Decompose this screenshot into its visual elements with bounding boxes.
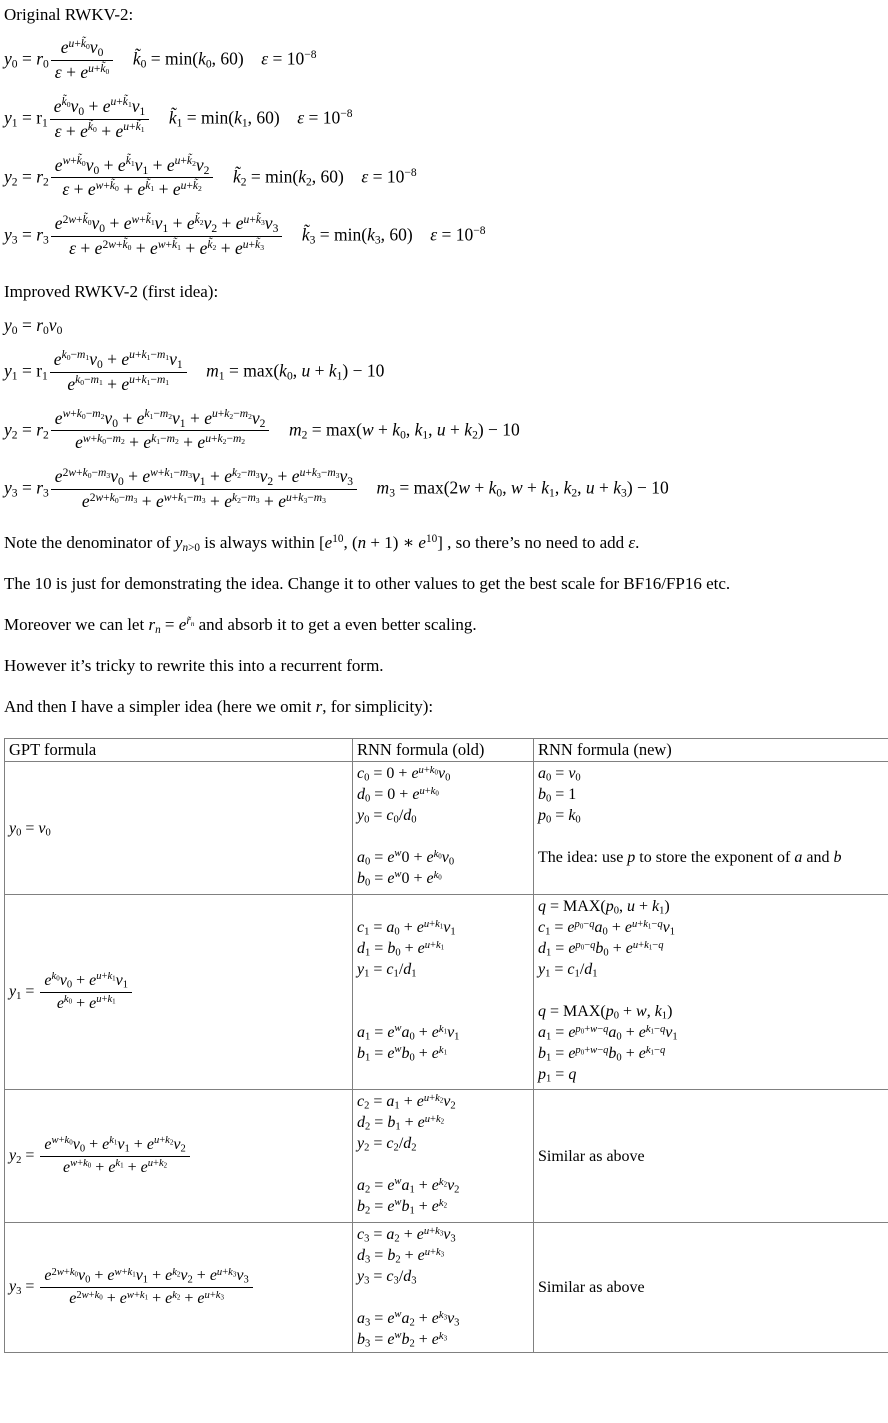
formula-line: $d_3 = b_2 + e^{u+k_3}$ <box>357 1246 445 1267</box>
equation-line: $y_3 = r_3$ $\frac{e^{2w+k̃_0}v_0 + e^{w+k̃_1}v_1 + e^{k̃_2}v_2 + e^{u+k̃_3}v_3}{\varepsilon + e^{2w+k̃_0} + e^{w+k̃_1} + e^{k̃_2} + e^{u+k̃_3}}$ $k̃_3 = \min(k_3$, 60) $\varepsilon = 10^{-8}$ <box>4 213 486 259</box>
equation-line: $y_1 = r_1$ $\frac{e^{k_0-m_1}v_0 + e^{u+k_1-m_1}v_1}{e^{k_0-m_1} + e^{u+k_1-m_1}}$ $m_1 = \max(k_0$, $u + k_1) - 10$ <box>4 348 385 394</box>
formula-line: $c_1 = e^{p_0-q}a_0 + e^{u+k_1-q}v_1$ <box>538 918 675 939</box>
formula-line: $y_3$ = $\frac{e^{2w+k_0}v_0 + e^{w+k_1}v_1 + e^{k_2}v_2 + e^{u+k_3}v_3}{e^{2w+k_0} + e^{w+k_1} + e^{k_2} + e^{u+k_3}}$ <box>9 1266 348 1309</box>
cell-rnn-formula-old <box>353 895 534 1090</box>
formula-line: $y_1$ = $\frac{e^{k_0}v_0 + e^{u+k_1}v_1}{e^{k_0} + e^{u+k_1}}$ <box>9 971 348 1014</box>
cell-gpt-formula <box>5 1090 353 1223</box>
formula-line: $y_1 = c_1/d_1$ <box>357 961 417 981</box>
equation-line: $y_1 = r_1$ $\frac{e^{k̃_0}v_0 + e^{u+k̃_1}v_1}{\varepsilon + e^{k̃_0} + e^{u+k̃_1}}$ $k̃_1 = \min(k_1$, 60) $\varepsilon = 10^{-8}$ <box>4 95 353 141</box>
formula-line: $y_3 = c_3/d_3$ <box>357 1268 417 1288</box>
formula-line: Similar as above <box>538 1147 645 1165</box>
fraction: $\frac{e^{k̃_0}v_0 + e^{u+k̃_1}v_1}{\varepsilon + e^{k̃_0} + e^{u+k̃_1}}$ <box>48 96 152 143</box>
formula-line: $c_1 = a_0 + e^{u+k_1}v_1$ <box>357 918 456 939</box>
cell-rnn-formula-new <box>534 762 888 895</box>
formula-line: $y_2 = c_2/d_2$ <box>357 1135 417 1155</box>
notes-block <box>4 532 886 718</box>
formula-line <box>357 826 529 847</box>
cell-gpt-formula <box>5 1223 353 1353</box>
equation-line: $y_0 = r_0v_0$ <box>4 315 63 337</box>
formula-line: $y_0 = v_0$ <box>9 819 51 839</box>
formula-line: $a_1 = e^{p_0+w-q}a_0 + e^{k_1-q}v_1$ <box>538 1023 678 1044</box>
formula-line: $a_0 = v_0$ <box>538 765 581 785</box>
table-row <box>5 1223 888 1353</box>
column-header-rnn-formula-new: RNN formula (new) <box>534 739 888 762</box>
formula-line <box>357 1154 529 1175</box>
formula-line: $a_3 = e^wa_2 + e^{k_3}v_3$ <box>357 1309 460 1330</box>
cell-rnn-formula-old <box>353 1223 534 1353</box>
equation-list-improved <box>4 314 886 513</box>
formula-line: $p_0 = k_0$ <box>538 807 581 827</box>
equation-list-original <box>4 37 886 260</box>
formula-line: $d_1 = b_0 + e^{u+k_1}$ <box>357 939 445 960</box>
fraction: $\frac{e^{k_0-m_1}v_0 + e^{u+k_1-m_1}v_1}{e^{k_0-m_1} + e^{u+k_1-m_1}}$ <box>48 349 189 396</box>
formula-line: $b_3 = e^wb_2 + e^{k_3}$ <box>357 1330 448 1351</box>
equation-line: $y_2 = r_2$ $\frac{e^{w+k_0-m_2}v_0 + e^{k_1-m_2}v_1 + e^{u+k_2-m_2}v_2}{e^{w+k_0-m_2} + e^{k_1-m_2} + e^{u+k_2-m_2}}$ $m_2 = \max(w + k_0$, $k_1$, $u + k_2) - 10$ <box>4 407 520 453</box>
formula-line: $y_2$ = $\frac{e^{w+k_0}v_0 + e^{k_1}v_1 + e^{u+k_2}v_2}{e^{w+k_0} + e^{k_1} + e^{u+k_2}}$ <box>9 1135 348 1178</box>
formula-line <box>357 1001 529 1022</box>
formula-line: $d_1 = e^{p_0-q}b_0 + e^{u+k_1-q}$ <box>538 939 664 960</box>
formula-line: $a_2 = e^wa_1 + e^{k_2}v_2$ <box>357 1176 460 1197</box>
formula-line <box>357 980 529 1001</box>
formula-line: Similar as above <box>538 1279 645 1297</box>
formula-line: $c_3 = a_2 + e^{u+k_3}v_3$ <box>357 1225 456 1246</box>
formula-line: $a_0 = e^w0 + e^{k_0}v_0$ <box>357 848 455 869</box>
cell-rnn-formula-new <box>534 1090 888 1223</box>
equation-line: $y_2 = r_2$ $\frac{e^{w+k̃_0}v_0 + e^{k̃_1}v_1 + e^{u+k̃_2}v_2}{\varepsilon + e^{w+k̃_0} + e^{k̃_1} + e^{u+k̃_2}}$ $k̃_2 = \min(k_2$, 60) $\varepsilon = 10^{-8}$ <box>4 154 417 200</box>
column-header-gpt-formula: GPT formula <box>5 739 353 762</box>
column-header-rnn-formula-old: RNN formula (old) <box>353 739 534 762</box>
formula-line: $a_1 = e^wa_0 + e^{k_1}v_1$ <box>357 1023 460 1044</box>
formula-line: $y_1 = c_1/d_1$ <box>538 961 598 981</box>
table-row <box>5 895 888 1090</box>
fraction: $\frac{e^{w+k_0-m_2}v_0 + e^{k_1-m_2}v_1 + e^{u+k_2-m_2}v_2}{e^{w+k_0-m_2} + e^{k_1-m_2} + e^{u+k_2-m_2}}$ <box>49 408 272 455</box>
section-heading-original-rwkv2: Original RWKV-2: <box>4 5 134 24</box>
equation-line: $y_0 = r_0$ $\frac{e^{u+k̃_0}v_0}{\varepsilon + e^{u+k̃_0}}$ $k̃_0 = \min(k_0$, 60) $\varepsilon = 10^{-8}$ <box>4 37 317 82</box>
cell-gpt-formula <box>5 762 353 895</box>
formula-line: $q = MAX(p_0 + w$, $k_1$) <box>538 1003 673 1023</box>
table-row <box>5 1090 888 1223</box>
formula-line: $y_0 = c_0/d_0$ <box>357 807 417 827</box>
cell-rnn-formula-new <box>534 1223 888 1353</box>
fraction: $\frac{e^{2w+k_0}v_0 + e^{w+k_1}v_1 + e^{k_2}v_2 + e^{u+k_3}v_3}{e^{2w+k_0} + e^{w+k_1} + e^{k_2} + e^{u+k_3}}$ <box>38 1266 254 1309</box>
formula-line <box>538 826 884 847</box>
formula-line: $c_2 = a_1 + e^{u+k_2}v_2$ <box>357 1092 456 1113</box>
cell-rnn-formula-new <box>534 895 888 1090</box>
fraction: $\frac{e^{k_0}v_0 + e^{u+k_1}v_1}{e^{k_0} + e^{u+k_1}}$ <box>38 971 134 1014</box>
formula-line: $p_1 = q$ <box>538 1066 577 1086</box>
table-header-row <box>5 739 888 762</box>
formula-line: $b_2 = e^wb_1 + e^{k_2}$ <box>357 1197 448 1218</box>
cell-rnn-formula-old <box>353 1090 534 1223</box>
fraction: $\frac{e^{u+k̃_0}v_0}{\varepsilon + e^{u+k̃_0}}$ <box>49 37 116 84</box>
section-heading-improved-rwkv2: Improved RWKV-2 (first idea): <box>4 282 219 301</box>
fraction: $\frac{e^{w+k_0}v_0 + e^{k_1}v_1 + e^{u+k_2}v_2}{e^{w+k_0} + e^{k_1} + e^{u+k_2}}$ <box>38 1135 191 1178</box>
formula-line: $d_2 = b_1 + e^{u+k_2}$ <box>357 1113 445 1134</box>
fraction: $\frac{e^{2w+k_0-m_3}v_0 + e^{w+k_1-m_3}v_1 + e^{k_2-m_3}v_2 + e^{u+k_3-m_3}v_3}{e^{2w+k_0-m_3} + e^{w+k_1-m_3} + e^{k_2-m_3} + e^{u+k_3-m_3}}$ <box>49 466 359 513</box>
formula-table-body <box>5 762 888 1353</box>
table-row <box>5 762 888 895</box>
formula-line: $b_1 = e^wb_0 + e^{k_1}$ <box>357 1044 448 1065</box>
formula-line: $d_0 = 0 + e^{u+k_0}$ <box>357 785 439 806</box>
formula-line: The idea: use p to store the exponent of a and b <box>538 849 842 867</box>
formula-line: $b_1 = e^{p_0+w-q}b_0 + e^{k_1-q}$ <box>538 1044 666 1065</box>
formula-line <box>357 1287 529 1308</box>
cell-gpt-formula <box>5 895 353 1090</box>
cell-rnn-formula-old <box>353 762 534 895</box>
formula-line: $q = MAX(p_0$, $u + k_1$) <box>538 898 670 918</box>
fraction: $\frac{e^{w+k̃_0}v_0 + e^{k̃_1}v_1 + e^{u+k̃_2}v_2}{\varepsilon + e^{w+k̃_0} + e^{k̃_1} + e^{u+k̃_2}}$ <box>49 155 216 202</box>
note-paragraph: Note the denominator of $y_{n>0}$ is always within [$e^{10}$, (n + 1) ∗ $e^{10}$] , so there’s no need to add ε. <box>4 532 640 554</box>
formula-line: $b_0 = 1$ <box>538 786 577 806</box>
note-paragraph: And then I have a simpler idea (here we omit r, for simplicity): <box>4 697 434 717</box>
note-paragraph: Moreover we can let $r_n = e^{r̃_n}$ and absorb it to get a even better scaling. <box>4 615 477 636</box>
formula-line <box>357 896 529 917</box>
formula-line <box>538 980 884 1001</box>
formula-comparison-table <box>4 738 888 1353</box>
fraction: $\frac{e^{2w+k̃_0}v_0 + e^{w+k̃_1}v_1 + e^{k̃_2}v_2 + e^{u+k̃_3}v_3}{\varepsilon + e^{2w+k̃_0} + e^{w+k̃_1} + e^{k̃_2} + e^{u+k̃_3}}$ <box>49 213 285 260</box>
equation-line: $y_3 = r_3$ $\frac{e^{2w+k_0-m_3}v_0 + e^{w+k_1-m_3}v_1 + e^{k_2-m_3}v_2 + e^{u+k_3-m_3}v_3}{e^{2w+k_0-m_3} + e^{w+k_1-m_3} + e^{k_2-m_3} + e^{u+k_3-m_3}}$ $m_3 = \max(2w + k_0$, $w + k_1$, $k_2$, $u + k_3) - 10$ <box>4 466 669 512</box>
formula-line: $b_0 = e^w0 + e^{k_0}$ <box>357 869 442 890</box>
formula-line: $c_0 = 0 + e^{u+k_0}v_0$ <box>357 764 451 785</box>
note-paragraph: The 10 is just for demonstrating the idea. Change it to other values to get the best scale for BF16/FP16 etc. <box>4 574 731 594</box>
note-paragraph: However it’s tricky to rewrite this into a recurrent form. <box>4 656 384 676</box>
